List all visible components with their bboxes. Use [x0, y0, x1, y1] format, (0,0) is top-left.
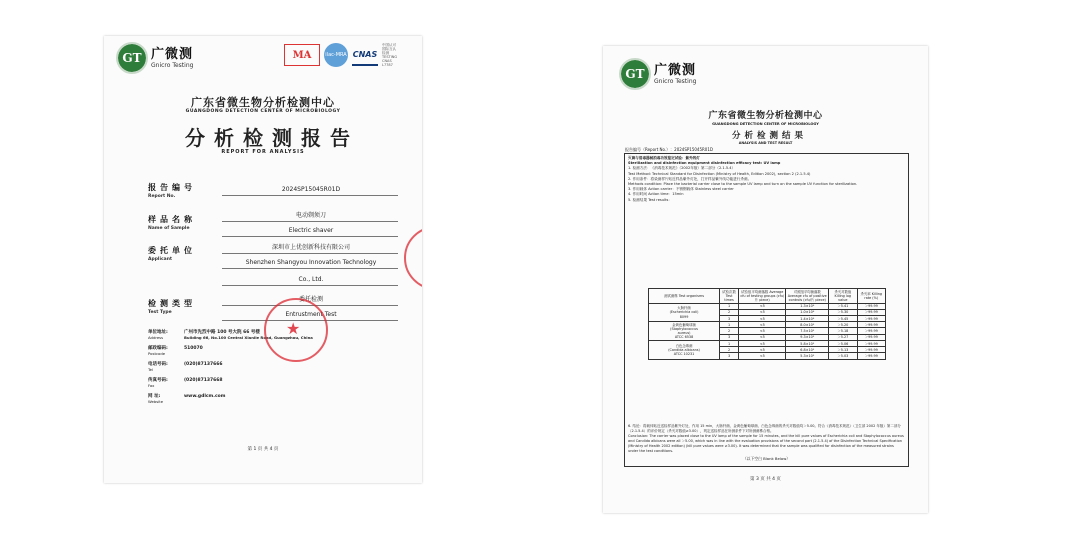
table-cell: ＞5.41: [829, 303, 857, 309]
table-cell: ＞5.18: [829, 328, 857, 334]
brand-name-cn: 广微测: [654, 62, 697, 78]
th-times: 试验次数 Test times: [720, 289, 739, 304]
seal-star-icon: ★: [286, 319, 301, 338]
table-cell: 1: [720, 341, 739, 347]
company-logo: [621, 60, 696, 88]
contact-website: 网 址: Website www.gdlcm.com: [148, 394, 226, 404]
blank-below: （以下空白 Blank Below）: [742, 456, 791, 461]
applicant-en-2: Co., Ltd.: [298, 276, 324, 283]
table-cell: ＞99.99: [857, 303, 885, 309]
table-cell: <5: [739, 334, 786, 340]
table-cell: 5.8×10⁵: [786, 341, 829, 347]
table-cell: 2: [720, 309, 739, 315]
page-number: 第 1 页 共 4 页: [247, 447, 279, 452]
table-cell: ＞5.03: [829, 353, 857, 359]
gt-logo-icon: GT: [621, 60, 649, 88]
table-cell: 3: [720, 334, 739, 340]
table-cell: 1.3×10⁶: [786, 303, 829, 309]
organism-cell: 白色念珠菌 (Candida albicans) ATCC 10231: [649, 341, 720, 360]
center-name-cn: 广东省微生物分析检测中心: [191, 96, 335, 109]
brand-name-en: Gnicro Testing: [654, 77, 697, 85]
sample-name-en: Electric shaver: [288, 227, 334, 234]
th-organism: 测试菌株 Test organisms: [649, 289, 720, 304]
table-cell: ＞5.06: [829, 341, 857, 347]
page-number: 第 3 页 共 4 页: [750, 477, 781, 482]
table-cell: 1.0×10⁶: [786, 309, 829, 315]
table-cell: 6.8×10⁵: [786, 347, 829, 353]
test-type-cn: 委托检测: [298, 296, 323, 303]
report-title-en: REPORT FOR ANALYSIS: [221, 149, 305, 155]
conclusion-en: Conclusion: The carrier was placed close to the UV lamp of the sample for 15 minutes, and the kill pure values of Escherichia coli and Staphylococcus aureus and Candida albicans were all ＞5.00, which was in line with the evaluation provisions of the second part (2.1.5.4) of the Disinfection Technical Specification (Ministry of Health 2002 edition) (kill pure values were ≥3.00). It was determined that the sample was qualified for disinfection of the measured strains under the test conditions.: [628, 434, 904, 453]
brand-name-en: Gnicro Testing: [151, 61, 194, 69]
table-cell: <5: [739, 328, 786, 334]
table-cell: 8.0×10⁵: [786, 322, 829, 328]
table-cell: ＞99.99: [857, 328, 885, 334]
table-cell: 2: [720, 328, 739, 334]
table-cell: <5: [739, 309, 786, 315]
table-cell: <5: [739, 322, 786, 328]
result-title-cn: 分析检测结果: [731, 131, 807, 141]
table-cell: <5: [739, 303, 786, 309]
table-cell: 5.3×10⁵: [786, 353, 829, 359]
th-test-cfu: 试验组平均菌落数 Average cfu of testing groups (cfu/片 piece): [740, 289, 785, 302]
table-cell: 1.4×10⁶: [786, 316, 829, 322]
table-cell: ＞5.27: [829, 334, 857, 340]
report-cover-page: GT 广微测 Gnicro Testing MA ilac-MRA CNAS 中国认可 国际互认 检测 TESTING CNAS L7787 广东省微生物分析检测中心 GUANGDONG DETECTION CENTER OF MICROBIOLOGY 分析检测报告 REPORT FOR ANALYSIS 报告编号 Report No. 2024SP15045R01D 样品名称 Name of Sample 电动剃须刀 Electric shaver 委托单位 Applicant 深圳市上优创新科技有限公司 Shenzhen Shangyou Innovation Technology Co., Ltd. 检测类型 Test Type 委托检测 Entrustment Test 单位地址: Address 广州市先烈中路 100 号大院 66 号楼 Building 66, No.100 Central Xianlie Road, Guangzhou, China 邮政编码: Postcode 510070 电话号码: Tel (020)87137666 传真号码: Fax (020)87137668 网 址: Website www.gdlcm.com ★ 第 1 页 共 4 页: [104, 36, 422, 483]
report-no-value: 2024SP15045R01D: [281, 186, 341, 193]
table-cell: ＞99.99: [857, 334, 885, 340]
test-description: 灭菌与消毒器械消毒功效鉴定试验：紫外线灯 Sterilization and disinfection equipment disinfection efficacy test: UV lamp 1. 检测方法：《消毒技术规范》（2002年版）第二部分（2.1.5.4） Test Method: Technical Standard for Disinfection (Ministry of Health, Edition 2002), section 2 (2.1.5.4) 2. 作用条件：将染菌样片贴近样品紫外灯处，打开样品紫外线功能进行杀菌。 Methods condition: Place the bacterial carrier close to the sample UV lamp and turn on the sample UV function for sterilization. 3. 作用载体 Action carrier：不锈钢载体 Stainless steel carrier 4. 作用时间 Action time：15min 5. 检测结果 Test results：: [628, 156, 858, 202]
th-kill-rate: 杀灭率 Killing rate (%): [857, 289, 885, 304]
center-name-en: GUANGDONG DETECTION CENTER OF MICROBIOLOGY: [185, 109, 341, 114]
cma-mark-icon: MA: [284, 44, 320, 66]
th-control-cfu: 对照组平均菌落数 Average cfu of positive controls (cfu/片 piece): [787, 289, 827, 302]
sample-name-cn: 电动剃须刀: [295, 212, 326, 219]
table-cell: 1: [720, 303, 739, 309]
center-name-cn: 广东省微生物分析检测中心: [708, 111, 823, 121]
table-cell: ＞5.20: [829, 322, 857, 328]
test-type-en: Entrustment Test: [285, 311, 337, 318]
table-cell: <5: [739, 353, 786, 359]
conclusion-cn: 6. 结论：将载体贴近送检样品紫外灯处，作用 15 min，大肠杆菌、金黄色葡萄球菌、白色念珠菌的杀灭对数值均＞5.00。符合《消毒技术规范》（卫生部 2002 年版）第二部分（2.1.5.4）的评价规定（杀灭对数值≥3.00），判定送检样品在所测条件下对所测菌株合格。: [628, 424, 901, 433]
side-seal-icon: [404, 226, 422, 290]
table-cell: 2: [720, 347, 739, 353]
result-box: [624, 153, 909, 467]
report-title-cn: 分析检测报告: [185, 126, 359, 150]
cnas-mark-icon: CNAS: [352, 44, 378, 66]
applicant-cn: 深圳市上优创新科技有限公司: [271, 244, 350, 251]
table-cell: ＞99.99: [857, 316, 885, 322]
contact-postcode: 邮政编码: Postcode 510070: [148, 346, 203, 356]
table-cell: ＞99.99: [857, 341, 885, 347]
center-name-en: GUANGDONG DETECTION CENTER OF MICROBIOLOGY: [712, 122, 819, 126]
th-log-value: 杀灭对数值 Killing log value: [829, 289, 857, 304]
result-title-en: ANALYSIS AND TEST RESULT: [738, 141, 793, 145]
certification-marks: [284, 43, 402, 67]
table-cell: 3: [720, 316, 739, 322]
table-cell: ＞99.99: [857, 353, 885, 359]
table-cell: ＞99.99: [857, 309, 885, 315]
table-cell: ＞99.99: [857, 322, 885, 328]
applicant-en-1: Shenzhen Shangyou Innovation Technology: [245, 259, 377, 266]
company-logo: [118, 44, 193, 72]
table-cell: <5: [739, 341, 786, 347]
results-table: [648, 288, 886, 360]
table-cell: 9.3×10⁵: [786, 334, 829, 340]
table-cell: ＞5.30: [829, 309, 857, 315]
table-cell: 3: [720, 353, 739, 359]
cnas-side-text: 中国认可 国际互认 检测 TESTING CNAS L7787: [382, 43, 398, 67]
table-header-row: [649, 289, 886, 304]
report-result-page: [603, 46, 928, 513]
table-cell: 1: [720, 322, 739, 328]
brand-name-cn: 广微测: [151, 46, 194, 62]
ilac-mark-icon: ilac-MRA: [324, 43, 348, 67]
table-cell: <5: [739, 316, 786, 322]
organism-cell: 金黄色葡萄球菌 (Staphylococcus aureus) ATCC 6538: [649, 322, 720, 341]
contact-address: 单位地址: Address 广州市先烈中路 100 号大院 66 号楼 Building 66, No.100 Central Xianlie Road, Guangzhou, China: [148, 330, 313, 340]
gt-logo-icon: GT: [118, 44, 146, 72]
table-cell: ＞99.99: [857, 347, 885, 353]
contact-tel: 电话号码: Tel (020)87137666: [148, 362, 223, 372]
table-cell: ＞5.13: [829, 347, 857, 353]
table-cell: ＞5.45: [829, 316, 857, 322]
table-cell: 7.5×10⁵: [786, 328, 829, 334]
conclusion: [628, 424, 905, 454]
report-no: 报告编号（Report No.）：2024SP15045R01D: [625, 147, 713, 152]
organism-cell: 大肠杆菌 (Escherichia coli) 8099: [649, 303, 720, 322]
table-cell: <5: [739, 347, 786, 353]
contact-fax: 传真号码: Fax (020)87137668: [148, 378, 223, 388]
